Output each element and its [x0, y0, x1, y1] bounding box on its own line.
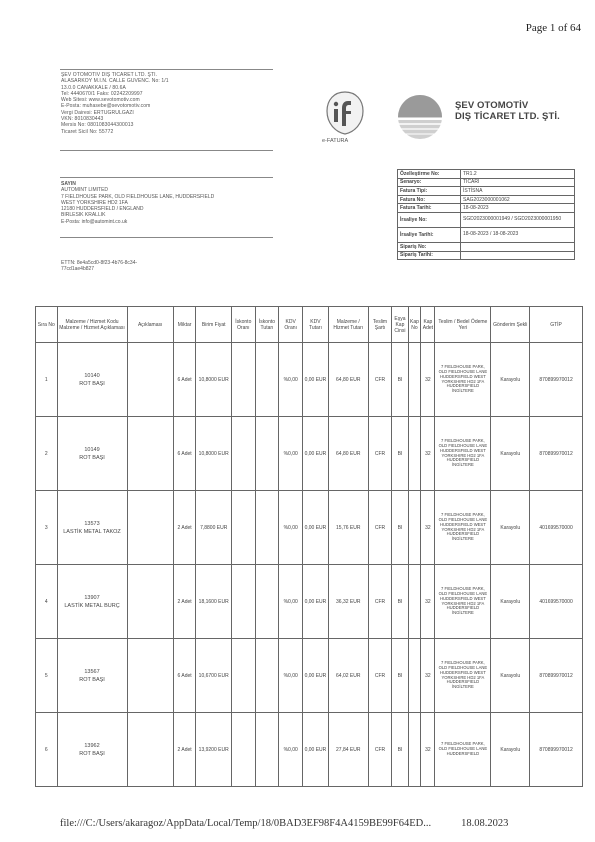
item-quantity: 6 Adet	[173, 639, 196, 713]
item-delivery-place: 7 FIELDHOUSE PARK, OLD FIELDHOUSE LANE HUDDERSFIELD	[435, 713, 491, 787]
item-shipping-method: Karayolu	[491, 713, 530, 787]
buyer-line: BIRLESIK KRALLIK	[61, 212, 106, 219]
item-discount-rate	[231, 417, 255, 491]
item-delivery-terms: CFR	[368, 491, 392, 565]
item-shipping-method: Karayolu	[491, 639, 530, 713]
item-vat-amount: 0,00 EUR	[303, 343, 329, 417]
item-delivery-place: 7 FIELDHOUSE PARK, OLD FIELDHOUSE LANE HUDDERSFIELD WEST YORKSHIRE HD2 1FA HUDDERSFIELD İNGİLTERE	[435, 491, 491, 565]
item-unit-price: 7,8800 EUR	[196, 491, 232, 565]
item-package-no	[408, 343, 421, 417]
item-code-cell	[57, 491, 127, 565]
item-description: LASTİK METAL TAKOZ	[63, 528, 121, 535]
buyer-block	[61, 181, 271, 225]
invoice-info-table	[397, 169, 575, 260]
item-shipping-method: Karayolu	[491, 491, 530, 565]
company-name-line2: DIŞ TİCARET LTD. ŞTİ.	[455, 111, 560, 122]
item-delivery-terms: CFR	[368, 639, 392, 713]
item-description: ROT BAŞI	[79, 454, 105, 461]
sender-line: VKN: 8010830443	[61, 116, 104, 123]
table-row	[36, 565, 583, 639]
item-unit-price: 13,9200 EUR	[196, 713, 232, 787]
row-number: 1	[36, 343, 58, 417]
ettn-block	[61, 260, 211, 273]
info-row	[398, 227, 575, 242]
buyer-top-rule	[60, 177, 273, 178]
sender-line: 13.0.0 CANAKKALE / 80.6A	[61, 84, 126, 91]
buyer-line: 12180 HUDDERSFIELD / ENGLAND	[61, 206, 144, 213]
item-description: ROT BAŞI	[79, 676, 105, 683]
info-row	[398, 242, 575, 251]
item-delivery-place: 7 FIELDHOUSE PARK, OLD FIELDHOUSE LANE HUDDERSFIELD WEST YORKSHIRE HD2 1FA HUDDERSFIELD İNGİLTERE	[435, 565, 491, 639]
item-code: 10140	[84, 372, 100, 379]
item-discount-amount	[255, 343, 279, 417]
print-footer	[60, 818, 508, 829]
header-cell: Açıklaması	[127, 307, 173, 343]
sender-line: Vergi Dairesi: ERTUGRULGAZI	[61, 109, 134, 116]
buyer-line: 7 FIELDHOUSE PARK, OLD FIELDHOUSE LANE, HUDDERSFIELD	[61, 193, 215, 200]
info-key: Fatura Tarihi:	[398, 204, 461, 213]
header-cell: İskonto Tutarı	[255, 307, 279, 343]
item-discount-rate	[231, 639, 255, 713]
item-amount: 27,84 EUR	[328, 713, 368, 787]
info-key: İrsaliye No:	[398, 212, 461, 227]
header-cell: Kap No	[408, 307, 421, 343]
header-cell: Sıra No	[36, 307, 58, 343]
header-cell: Eşya Kap Cinsi	[392, 307, 408, 343]
item-package-no	[408, 639, 421, 713]
item-vat-rate: %0,00	[279, 491, 303, 565]
item-vat-amount: 0,00 EUR	[303, 639, 329, 713]
items-table	[35, 306, 583, 787]
item-amount: 64,80 EUR	[328, 417, 368, 491]
item-quantity: 6 Adet	[173, 417, 196, 491]
item-unit-price: 10,8000 EUR	[196, 417, 232, 491]
buyer-line: AUTOMINT LIMITED	[61, 187, 109, 194]
sender-line: ALASARKOY M.I.N. CALLE GUVENC. No: 1/1	[61, 78, 169, 85]
item-code: 10149	[84, 446, 100, 453]
item-quantity: 2 Adet	[173, 713, 196, 787]
item-package-type: BI	[392, 639, 408, 713]
item-quantity: 2 Adet	[173, 565, 196, 639]
item-gtip: 870899970012	[530, 417, 583, 491]
company-logo-text	[455, 100, 560, 122]
header-cell: Teslim / Bedel Ödeme Yeri	[435, 307, 491, 343]
sender-line: Tel: 4440670/1 Faks: 02242209997	[61, 90, 143, 97]
item-amount: 64,02 EUR	[328, 639, 368, 713]
item-note	[127, 491, 173, 565]
item-amount: 15,76 EUR	[328, 491, 368, 565]
item-code: 13567	[84, 668, 100, 675]
item-package-no	[408, 417, 421, 491]
item-package-type: BI	[392, 343, 408, 417]
item-gtip: 401699570000	[530, 491, 583, 565]
info-row	[398, 204, 575, 213]
sender-line: Web Sitesi: www.sevotomotiv.com	[61, 97, 140, 104]
header-cell: İskonto Oranı	[231, 307, 255, 343]
item-unit-price: 10,8000 EUR	[196, 343, 232, 417]
header-cell: Birim Fiyat	[196, 307, 232, 343]
item-shipping-method: Karayolu	[491, 417, 530, 491]
item-vat-amount: 0,00 EUR	[303, 491, 329, 565]
ettn-line: ETTN: 8e4a5cd0-8f23-4b76-8c34-	[61, 260, 138, 266]
header-cell: Gönderim Şekli	[491, 307, 530, 343]
header-cell: Malzeme / Hizmet Tutarı	[328, 307, 368, 343]
item-gtip: 870899970012	[530, 639, 583, 713]
item-package-type: BI	[392, 491, 408, 565]
item-package-type: BI	[392, 713, 408, 787]
item-code-cell	[57, 565, 127, 639]
item-package-qty: 32	[421, 565, 435, 639]
buyer-line: E-Posta: info@automint.co.uk	[61, 218, 128, 225]
info-key: Sipariş Tarihi:	[398, 251, 461, 260]
table-row	[36, 417, 583, 491]
item-package-qty: 32	[421, 491, 435, 565]
buyer-bottom-rule	[60, 237, 273, 238]
table-row	[36, 343, 583, 417]
item-description: LASTİK METAL BURÇ	[64, 602, 120, 609]
efatura-label: e-FATURA	[322, 138, 349, 144]
table-row	[36, 639, 583, 713]
item-gtip: 401699570000	[530, 565, 583, 639]
item-vat-rate: %0,00	[279, 417, 303, 491]
table-row	[36, 713, 583, 787]
item-package-no	[408, 491, 421, 565]
header-cell: Teslim Şartı	[368, 307, 392, 343]
sender-line: E-Posta: muhasebe@sevotomotiv.com	[61, 103, 151, 110]
print-date: 18.08.2023	[461, 818, 509, 829]
company-name-line1: ŞEV OTOMOTİV	[455, 100, 529, 111]
item-vat-amount: 0,00 EUR	[303, 713, 329, 787]
company-logo-icon	[393, 92, 447, 142]
page-number: Page 1 of 64	[525, 22, 581, 34]
info-value: 18-08-2023	[461, 204, 575, 213]
header-cell: Malzeme / Hizmet Kodu Malzeme / Hizmet Açıklaması	[57, 307, 127, 343]
item-amount: 36,32 EUR	[328, 565, 368, 639]
item-discount-amount	[255, 417, 279, 491]
item-description: ROT BAŞI	[79, 380, 105, 387]
row-number: 6	[36, 713, 58, 787]
item-package-type: BI	[392, 565, 408, 639]
item-package-qty: 32	[421, 639, 435, 713]
item-delivery-place: 7 FIELDHOUSE PARK, OLD FIELDHOUSE LANE HUDDERSFIELD WEST YORKSHIRE HD2 1FA HUDDERSFIELD İNGİLTERE	[435, 639, 491, 713]
buyer-line: SAYIN	[61, 181, 76, 187]
item-description: ROT BAŞI	[79, 750, 105, 757]
efatura-logo-icon	[325, 90, 365, 136]
item-vat-amount: 0,00 EUR	[303, 565, 329, 639]
sender-line: Mersis No: 0801083044300013	[61, 122, 134, 129]
item-note	[127, 417, 173, 491]
info-key: İrsaliye Tarihi:	[398, 227, 461, 242]
item-note	[127, 565, 173, 639]
info-value	[461, 251, 575, 260]
item-delivery-terms: CFR	[368, 343, 392, 417]
row-number: 3	[36, 491, 58, 565]
item-delivery-terms: CFR	[368, 713, 392, 787]
item-code-cell	[57, 639, 127, 713]
item-discount-rate	[231, 491, 255, 565]
item-package-qty: 32	[421, 713, 435, 787]
item-vat-rate: %0,00	[279, 343, 303, 417]
info-key: Sipariş No:	[398, 242, 461, 251]
info-row	[398, 187, 575, 196]
item-discount-amount	[255, 491, 279, 565]
header-cell: Kap Adet	[421, 307, 435, 343]
ettn-line: 77cd1ae4b827	[61, 266, 95, 273]
item-note	[127, 713, 173, 787]
item-shipping-method: Karayolu	[491, 343, 530, 417]
header-cell: KDV Tutarı	[303, 307, 329, 343]
item-vat-amount: 0,00 EUR	[303, 417, 329, 491]
sender-top-rule	[60, 69, 273, 70]
item-code: 13962	[84, 742, 100, 749]
sender-line: Ticaret Sicil No: 55772	[61, 128, 114, 135]
item-package-qty: 32	[421, 343, 435, 417]
header-cell: Miktar	[173, 307, 196, 343]
info-key: Fatura No:	[398, 195, 461, 204]
item-discount-rate	[231, 343, 255, 417]
item-code-cell	[57, 713, 127, 787]
item-code: 13907	[84, 594, 100, 601]
item-discount-amount	[255, 565, 279, 639]
item-unit-price: 18,1600 EUR	[196, 565, 232, 639]
items-header-row	[36, 307, 583, 343]
item-vat-rate: %0,00	[279, 639, 303, 713]
item-vat-rate: %0,00	[279, 713, 303, 787]
row-number: 5	[36, 639, 58, 713]
info-row	[398, 195, 575, 204]
info-key: Fatura Tipi:	[398, 187, 461, 196]
info-row	[398, 178, 575, 187]
header-cell: GTİP	[530, 307, 583, 343]
item-code-cell	[57, 417, 127, 491]
item-note	[127, 639, 173, 713]
info-row	[398, 212, 575, 227]
item-delivery-terms: CFR	[368, 565, 392, 639]
info-value: TR1.2	[461, 170, 575, 179]
file-path: file:///C:/Users/akaragoz/AppData/Local/Temp/18/0BAD3EF98F4A4159BE99F64ED...	[60, 818, 432, 829]
item-vat-rate: %0,00	[279, 565, 303, 639]
item-amount: 64,80 EUR	[328, 343, 368, 417]
row-number: 2	[36, 417, 58, 491]
info-value: 18-08-2023 / 18-08-2023	[461, 227, 575, 242]
item-gtip: 870899970012	[530, 343, 583, 417]
info-row	[398, 251, 575, 260]
item-delivery-terms: CFR	[368, 417, 392, 491]
item-delivery-place: 7 FIELDHOUSE PARK, OLD FIELDHOUSE LANE HUDDERSFIELD WEST YORKSHIRE HD2 1FA HUDDERSFIELD İNGİLTERE	[435, 417, 491, 491]
sender-block	[61, 72, 271, 135]
item-package-no	[408, 565, 421, 639]
item-unit-price: 10,6700 EUR	[196, 639, 232, 713]
info-value: TİCARİ	[461, 178, 575, 187]
info-key: Özelleştirme No:	[398, 170, 461, 179]
item-code: 13573	[84, 520, 100, 527]
item-package-qty: 32	[421, 417, 435, 491]
header-cell: KDV Oranı	[279, 307, 303, 343]
info-row	[398, 170, 575, 179]
item-gtip: 870899970012	[530, 713, 583, 787]
table-row	[36, 491, 583, 565]
info-value: SAG2023000001062	[461, 195, 575, 204]
item-quantity: 2 Adet	[173, 491, 196, 565]
sender-line: ŞEV OTOMOTİV DIŞ TİCARET LTD. ŞTİ.	[61, 72, 158, 78]
buyer-line: WEST YORKSHIRE HD2 1FA	[61, 199, 128, 206]
item-code-cell	[57, 343, 127, 417]
item-note	[127, 343, 173, 417]
item-discount-amount	[255, 639, 279, 713]
info-value	[461, 242, 575, 251]
item-shipping-method: Karayolu	[491, 565, 530, 639]
item-discount-amount	[255, 713, 279, 787]
item-delivery-place: 7 FIELDHOUSE PARK, OLD FIELDHOUSE LANE HUDDERSFIELD WEST YORKSHIRE HD2 1FA HUDDERSFIELD İNGİLTERE	[435, 343, 491, 417]
info-value: İSTİSNA	[461, 187, 575, 196]
item-discount-rate	[231, 565, 255, 639]
sender-bottom-rule	[60, 150, 273, 151]
row-number: 4	[36, 565, 58, 639]
item-package-type: BI	[392, 417, 408, 491]
item-package-no	[408, 713, 421, 787]
info-key: Senaryo:	[398, 178, 461, 187]
info-value: SGD2023000001949 / SGD2023000001950	[461, 212, 575, 227]
item-discount-rate	[231, 713, 255, 787]
item-quantity: 6 Adet	[173, 343, 196, 417]
